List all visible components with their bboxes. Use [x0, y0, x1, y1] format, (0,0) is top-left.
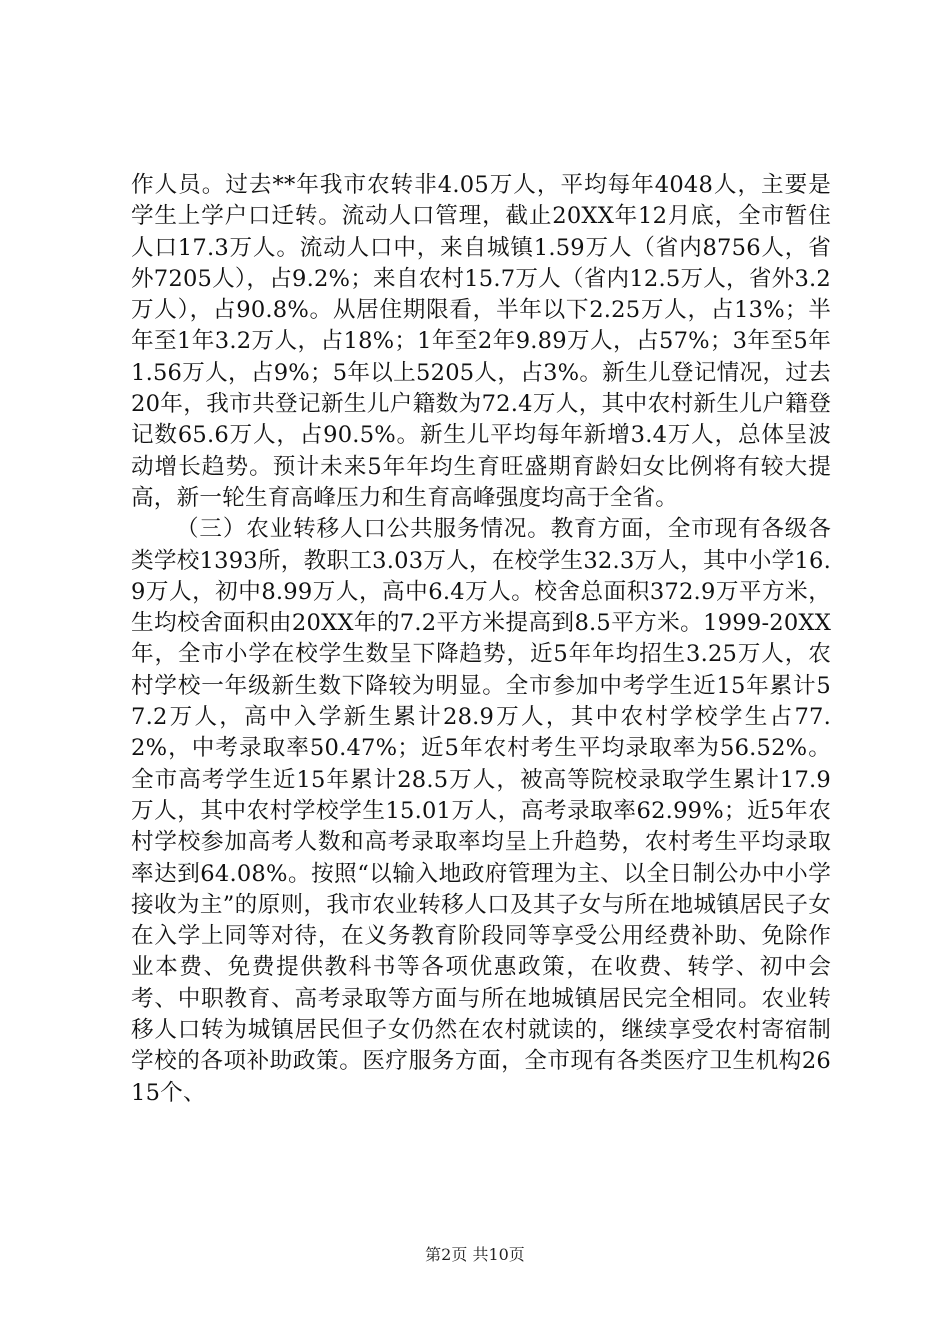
paragraph-population-stats: 作人员。过去**年我市农转非4.05万人，平均每年4048人，主要是学生上学户口迁转。流动人口管理，截止20XX年12月底，全市暂住人口17.3万人。流动人口中，来自城镇1.59万人（省内8756人，省外7205人），占9.2%；来自农村15.7万人（省内12.5万人，省外3.2万人），占90.8%。从居住期限看，半年以下2.25万人，占13%；半年至1年3.2万人，占18%；1年至2年9.89万人，占57%；3年至5年1.56万人，占9%；5年以上5205人，占3%。新生儿登记情况，过去20年，我市共登记新生儿户籍数为72.4万人，其中农村新生儿户籍登记数65.6万人，占90.5%。新生儿平均每年新增3.4万人，总体呈波动增长趋势。预计未来5年年均生育旺盛期育龄妇女比例将有较大提高，新一轮生育高峰压力和生育高峰强度均高于全省。	[131, 172, 831, 511]
document-body	[131, 170, 831, 1109]
page-footer: 第2页 共10页	[425, 1245, 525, 1264]
paragraph-public-services: （三）农业转移人口公共服务情况。教育方面，全市现有各级各类学校1393所，教职工3.03万人，在校学生32.3万人，其中小学16.9万人，初中8.99万人，高中6.4万人。校舍总面积372.9万平方米，生均校舍面积由20XX年的7.2平方米提高到8.5平方米。1999-20XX年，全市小学在校学生数呈下降趋势，近5年年均招生3.25万人，农村学校一年级新生数下降较为明显。全市参加中考学生近15年累计57.2万人，高中入学新生累计28.9万人，其中农村学校学生占77.2%，中考录取率50.47%；近5年农村考生平均录取率为56.52%。全市高考学生近15年累计28.5万人，被高等院校录取学生累计17.9万人，其中农村学校学生15.01万人，高考录取率62.99%；近5年农村学校参加高考人数和高考录取率均呈上升趋势，农村考生平均录取率达到64.08%。按照“以输入地政府管理为主、以全日制公办中小学接收为主”的原则，我市农业转移人口及其子女与所在地城镇居民子女在入学上同等对待，在义务教育阶段同等享受公用经费补助、免除作业本费、免费提供教科书等各项优惠政策，在收费、转学、初中会考、中职教育、高考录取等方面与所在地城镇居民完全相同。农业转移人口转为城镇居民但子女仍然在农村就读的，继续享受农村寄宿制学校的各项补助政策。医疗服务方面，全市现有各类医疗卫生机构2615个、	[131, 516, 831, 1106]
